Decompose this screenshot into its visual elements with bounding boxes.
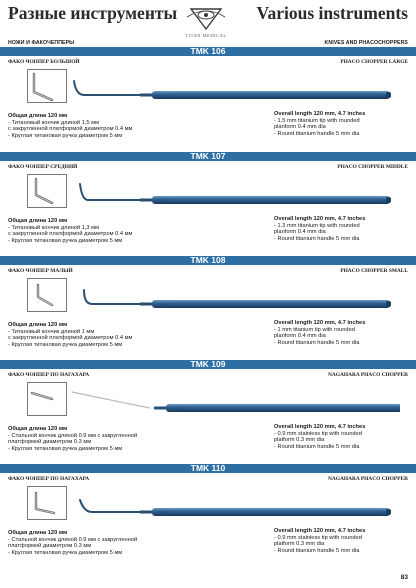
spec-line-ru: - Круглая титановая ручка диаметром 5 мм [8, 549, 123, 556]
spec-line-ru: - Титановый кончик длиной 1 мм [8, 328, 95, 335]
product-name-ru: ФАКО ЧОППЕР СРЕДНИЙ [8, 164, 78, 170]
spec-en [274, 424, 414, 450]
spec-ru [8, 113, 208, 139]
product-name-ru: ФАКО ЧОППЕР ПО НАГАХАРА [8, 372, 90, 378]
spec-line-en: platform 0.3 mm dia [274, 437, 325, 444]
product-section [0, 464, 416, 569]
spec-line-ru: - Стальной кончик длиной 0.9 мм с закругленной [8, 432, 138, 439]
spec-title-ru: Общая длина 120 мм [8, 322, 68, 328]
spec-title-ru: Общая длина 120 мм [8, 530, 68, 536]
instrument-image [70, 490, 400, 526]
product-section [0, 256, 416, 361]
titan-medical-logo [183, 3, 229, 49]
spec-line-ru: с закругленной платформой диаметром 0.4 мм [8, 126, 133, 133]
spec-en [274, 320, 414, 346]
product-name-en: NAGAHARA PHACO CHOPPER [328, 476, 408, 482]
product-name-en: NAGAHARA PHACO CHOPPER [328, 372, 408, 378]
product-code: TMK 109 [190, 359, 226, 369]
spec-en [274, 528, 414, 554]
tip-closeup-image [27, 69, 67, 103]
spec-line-ru: - Стальной кончик длиной 0.9 мм с закругленной [8, 536, 138, 543]
spec-line-en: - 1 mm titanium tip with rounded [274, 326, 355, 333]
spec-line-ru: с закругленной платформой диаметром 0.4 мм [8, 231, 133, 238]
instrument-image [70, 178, 400, 214]
product-name-ru: ФАКО ЧОППЕР БОЛЬШОЙ [8, 59, 80, 65]
spec-line-ru: платформой диаметром 0.3 мм [8, 439, 92, 446]
spec-line-en: - Round titanium handle 5 mm dia [274, 130, 360, 137]
spec-title-en: Overall length 120 mm, 4.7 inches [274, 320, 366, 326]
spec-line-ru: - Титановый кончик длиной 1,5 мм [8, 119, 99, 126]
spec-line-en: - Round titanium handle 5 mm dia [274, 443, 360, 450]
spec-line-ru: - Круглая титановая ручка диаметром 5 мм [8, 341, 123, 348]
spec-ru [8, 218, 208, 244]
tip-closeup-image [27, 382, 67, 416]
spec-line-en: platform 0.3 mm dia [274, 541, 325, 548]
product-section [0, 360, 416, 465]
spec-line-en: planform 0.4 mm dia [274, 229, 326, 236]
spec-line-en: - Round titanium handle 5 mm dia [274, 547, 360, 554]
spec-title-ru: Общая длина 120 мм [8, 218, 68, 224]
page-title-ru: Разные инструменты [8, 3, 178, 23]
instrument-image [70, 386, 400, 422]
product-name-en: PHACO CHOPPER MIDDLE [337, 164, 408, 170]
product-name-ru: ФАКО ЧОППЕР ПО НАГАХАРА [8, 476, 90, 482]
spec-line-en: - 1.3 mm titanium tip with rounded [274, 222, 360, 229]
instrument-image [70, 282, 400, 318]
logo-text: TITAN MEDICAL [185, 33, 227, 38]
spec-line-ru: с закругленной платформой диаметром 0.4 мм [8, 335, 133, 342]
tip-closeup-image [27, 486, 67, 520]
instrument-image [70, 73, 400, 109]
spec-line-en: planform 0.4 mm dia [274, 333, 326, 340]
product-section [0, 47, 416, 152]
spec-title-ru: Общая длина 120 мм [8, 113, 68, 119]
product-name-ru: ФАКО ЧОППЕР МАЛЫЙ [8, 268, 73, 274]
spec-line-ru: - Круглая титановая ручка диаметром 5 мм [8, 445, 123, 452]
spec-line-ru: - Титановый кончик длиной 1,3 мм [8, 224, 99, 231]
spec-line-en: - 0.9 mm stainless tip with rounded [274, 534, 362, 541]
spec-line-en: planform 0.4 mm dia [274, 124, 326, 131]
product-section [0, 152, 416, 257]
spec-line-en: - Round titanium handle 5 mm dia [274, 235, 360, 242]
spec-line-ru: - Круглая титановая ручка диаметром 5 мм [8, 132, 123, 139]
tip-closeup-image [27, 174, 67, 208]
page-number: 83 [400, 574, 408, 581]
page-subtitle-en: KNIVES AND PHACOCHOPPERS [324, 40, 408, 46]
spec-line-ru: - Круглая титановая ручка диаметром 5 мм [8, 237, 123, 244]
spec-title-en: Overall length 120 mm, 4.7 inches [274, 111, 366, 117]
spec-line-ru: платформой диаметром 0.3 мм [8, 543, 92, 550]
tip-closeup-image [27, 278, 67, 312]
product-code: TMK 106 [190, 46, 226, 56]
product-code: TMK 110 [190, 463, 226, 473]
spec-ru [8, 426, 208, 452]
spec-line-en: - Round titanium handle 5 mm dia [274, 339, 360, 346]
page-title-en: Various instruments [256, 3, 408, 23]
spec-line-en: - 1.5 mm titanium tip with rounded [274, 117, 360, 124]
spec-en [274, 111, 414, 137]
product-name-en: PHACO CHOPPER SMALL [340, 268, 408, 274]
page-subtitle-ru: НОЖИ И ФАКОЧЕППЕРЫ [8, 40, 75, 46]
spec-en [274, 216, 414, 242]
spec-title-en: Overall length 120 mm, 4.7 inches [274, 528, 366, 534]
product-code: TMK 107 [190, 151, 226, 161]
spec-title-en: Overall length 120 mm, 4.7 inches [274, 216, 366, 222]
spec-title-ru: Общая длина 120 мм [8, 426, 68, 432]
spec-ru [8, 322, 208, 348]
product-code: TMK 108 [190, 255, 226, 265]
product-name-en: PHACO CHOPPER LARGE [340, 59, 408, 65]
spec-ru [8, 530, 208, 556]
spec-title-en: Overall length 120 mm, 4.7 inches [274, 424, 366, 430]
spec-line-en: - 0.9 mm stainless tip with rounded [274, 430, 362, 437]
